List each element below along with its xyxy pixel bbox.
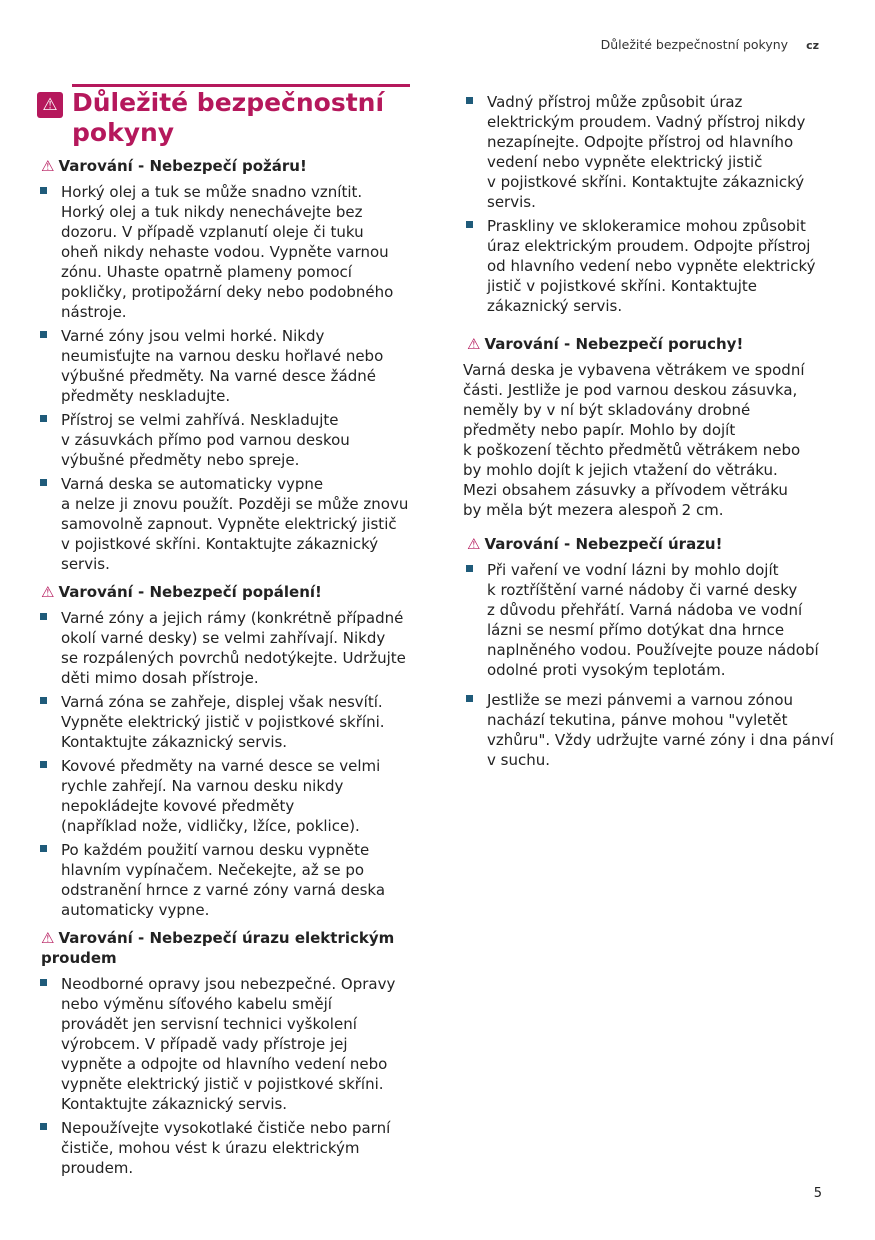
- page-title: [37, 88, 417, 148]
- fire-list: [37, 182, 417, 574]
- left-column: [37, 84, 417, 1182]
- page-number: 5: [813, 1186, 822, 1201]
- warning-triangle-icon: ⚠: [41, 929, 55, 947]
- list-item: Praskliny ve sklokeramice mohou způsobit úraz elektrickým proudem. Odpojte přístroj od hlavního vedení nebo vypněte elektrický jistič v pojistkové skříni. Kontaktujte zákaznický servis.: [463, 216, 843, 316]
- warning-heading-burn: ⚠ Varování - Nebezpečí popálení!: [41, 583, 322, 601]
- warning-heading-injury: ⚠ Varování - Nebezpečí úrazu!: [467, 535, 723, 553]
- list-item: Varná deska se automaticky vypne a nelze ji znovu použít. Později se může znovu samovolně zapnout. Vypněte elektrický jistič v pojistkové skříni. Kontaktujte zákaznický servis.: [37, 474, 417, 574]
- list-item: Přístroj se velmi zahřívá. Neskladujte v zásuvkách přímo pod varnou deskou výbušné předměty nebo spreje.: [37, 410, 417, 470]
- warning-triangle-icon: ⚠: [467, 535, 481, 553]
- shock-list: [37, 974, 417, 1178]
- warning-heading-fault: ⚠ Varování - Nebezpečí poruchy!: [467, 335, 744, 353]
- running-header: [601, 37, 819, 52]
- list-item: Nepoužívejte vysokotlaké čističe nebo parní čističe, mohou vést k úrazu elektrickým proudem.: [37, 1118, 417, 1178]
- list-item: Varné zóny jsou velmi horké. Nikdy neumisťujte na varnou desku hořlavé nebo výbušné předměty. Na varné desce žádné předměty neskladujte.: [37, 326, 417, 406]
- list-item: Vadný přístroj může způsobit úraz elektrickým proudem. Vadný přístroj nikdy nezapínejte. Odpojte přístroj od hlavního vedení nebo vypněte elektrický jistič v pojistkové skříni. Kontaktujte zákaznický servis.: [463, 92, 843, 212]
- list-item: Po každém použití varnou desku vypněte hlavním vypínačem. Nečekejte, až se po odstranění hrnce z varné zóny varná deska automaticky vypne.: [37, 840, 417, 920]
- list-item: Kovové předměty na varné desce se velmi rychle zahřejí. Na varnou desku nikdy nepokládejte kovové předměty (například nože, vidličky, lžíce, poklice).: [37, 756, 417, 836]
- right-column: [463, 92, 843, 774]
- injury-list: [463, 560, 843, 770]
- list-item: Neodborné opravy jsou nebezpečné. Opravy nebo výměnu síťového kabelu smějí provádět jen servisní technici vyškolení výrobcem. V případě vady přístroje jej vypněte a odpojte od hlavního vedení nebo vypněte elektrický jistič v pojistkové skříni. Kontaktujte zákaznický servis.: [37, 974, 417, 1114]
- warning-heading-shock: ⚠ Varování - Nebezpečí úrazu elektrickým proudem: [41, 929, 395, 967]
- warning-icon: ⚠: [37, 92, 63, 118]
- warning-triangle-icon: ⚠: [41, 157, 55, 175]
- burn-list: [37, 608, 417, 920]
- fault-paragraph: Varná deska je vybavena větrákem ve spodní části. Jestliže je pod varnou deskou zásuvka, neměly by v ní být skladovány drobné předměty nebo papír. Mohlo by dojít k poškození těchto předmětů větrákem nebo by mohlo dojít k jejich vtažení do větráku. Mezi obsahem zásuvky a přívodem větráku by měla být mezera alespoň 2 cm.: [463, 361, 805, 519]
- list-item: Varná zóna se zahřeje, displej však nesvítí. Vypněte elektrický jistič v pojistkové skříni. Kontaktujte zákaznický servis.: [37, 692, 417, 752]
- list-item: Varné zóny a jejich rámy (konkrétně případné okolí varné desky) se velmi zahřívají. Nikdy se rozpálených povrchů nedotýkejte. Udržujte děti mimo dosah přístroje.: [37, 608, 417, 688]
- shock-list-continued: [463, 92, 843, 316]
- warning-triangle-icon: ⚠: [467, 335, 481, 353]
- language-code: cz: [806, 39, 819, 52]
- warning-heading-fire: ⚠ Varování - Nebezpečí požáru!: [41, 157, 307, 175]
- list-item: Horký olej a tuk se může snadno vznítit. Horký olej a tuk nikdy nenechávejte bez dozoru. V případě vzplanutí oleje či tuku oheň nikdy nehaste vodou. Vypněte varnou zónu. Uhaste opatrně plameny pomocí pokličky, protipožární deky nebo podobného nástroje.: [37, 182, 417, 322]
- list-item: Při vaření ve vodní lázni by mohlo dojít k roztříštění varné nádoby či varné desky z důvodu přehřátí. Varná nádoba ve vodní lázni se nesmí přímo dotýkat dna hrnce naplněného vodou. Používejte pouze nádobí odolné proti vysokým teplotám.: [463, 560, 843, 680]
- warning-triangle-icon: ⚠: [41, 583, 55, 601]
- header-title: Důležité bezpečnostní pokyny: [600, 37, 789, 52]
- page-title-text: Důležité bezpečnostní pokyny: [72, 88, 385, 147]
- list-item: Jestliže se mezi pánvemi a varnou zónou nachází tekutina, pánve mohou "vyletět vzhůru". Vždy udržujte varné zóny i dna pánví v suchu.: [463, 690, 843, 770]
